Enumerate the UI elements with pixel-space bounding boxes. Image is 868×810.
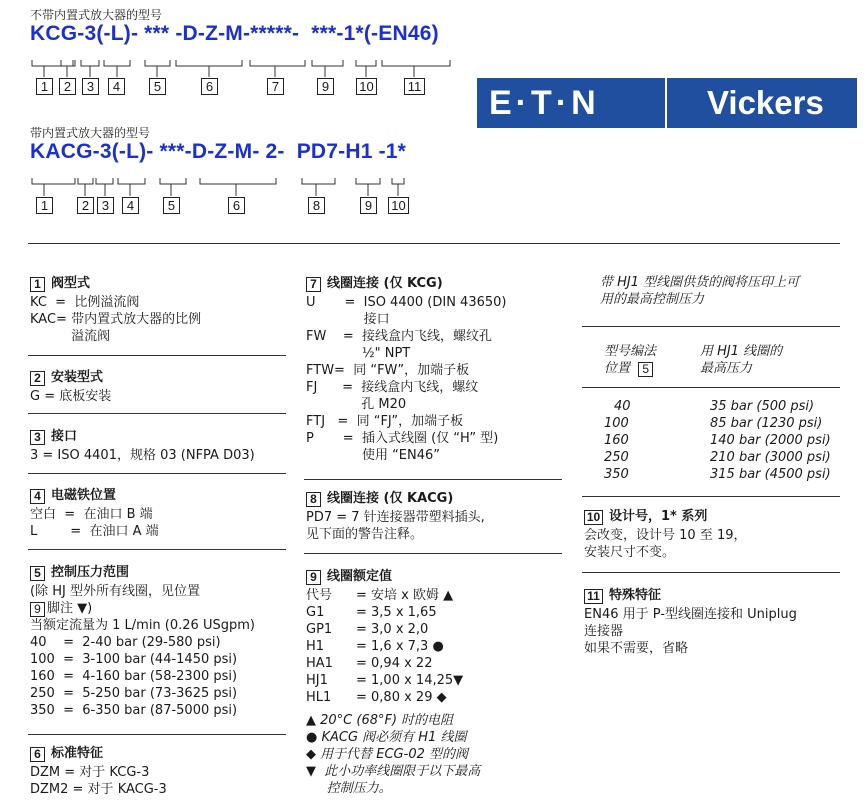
section-divider — [582, 326, 840, 327]
eaton-vickers-logo — [477, 78, 857, 128]
code-key: 250 = — [30, 686, 83, 701]
coil-code: 代号 — [306, 588, 333, 603]
position-box-10: 10 — [388, 197, 409, 214]
table-cell: 160 — [604, 433, 629, 448]
code-key: 100 = — [30, 652, 83, 667]
coil-rating: = 3,5 x 1,65 — [356, 605, 437, 620]
code-key: KAC= — [30, 312, 72, 327]
footnote: ▲ 20°C (68°F) 时的电阻 — [306, 713, 454, 728]
code-key: P = — [306, 431, 362, 446]
table-cell: 210 bar (3000 psi) — [710, 450, 831, 465]
coil-code: GP1 — [306, 622, 333, 637]
position-box-6: 6 — [201, 78, 218, 95]
code-desc: 接线盒内飞线，螺纹孔 — [362, 329, 493, 344]
intro-line: 用的最高控制压力 — [600, 292, 705, 307]
code-key: FJ = — [306, 380, 362, 395]
coil-code: HL1 — [306, 690, 332, 705]
section-title: 标准特征 — [51, 746, 104, 761]
code-key: FW = — [306, 329, 363, 344]
design-desc: 安装尺寸不变。 — [584, 545, 676, 560]
section-title: 特殊特征 — [609, 588, 662, 603]
code-key: 40 = — [30, 635, 83, 650]
vickers-wordmark: Vickers — [707, 84, 824, 121]
code-key: FTW= — [306, 363, 354, 378]
section-design-number — [584, 508, 844, 561]
section-divider — [28, 413, 286, 414]
code-key: L = — [30, 524, 90, 539]
table-row — [604, 432, 831, 449]
eaton-wordmark: E·T·N — [489, 84, 600, 122]
table-cell: 40 — [614, 399, 631, 414]
section-divider — [304, 479, 562, 480]
section-pressure-range — [30, 564, 290, 719]
table-row — [604, 449, 831, 466]
position-box-10: 10 — [356, 78, 377, 95]
code-desc-cont: 溢流阀 — [71, 329, 111, 344]
section-coil-connection-kcg — [306, 275, 566, 464]
section-number-box: 3 — [30, 430, 45, 445]
hj1-pressure-table — [604, 398, 831, 483]
section-number-box: 2 — [30, 371, 45, 386]
table-cell: 315 bar (4500 psi) — [710, 467, 831, 482]
code-key: KC = — [30, 295, 75, 310]
interface-desc: 3 = ISO 4401，规格 03 (NFPA D03) — [30, 448, 255, 463]
coil-rating: = 0,94 x 22 — [356, 656, 433, 671]
position-box-7: 7 — [267, 78, 284, 95]
pressure-note: 当额定流量为 1 L/min (0.26 USgpm) — [30, 618, 255, 633]
section-title: 线圈额定值 — [327, 569, 393, 584]
pressure-note: (除 HJ 型外所有线圈，见位置 — [30, 584, 200, 599]
section-interface — [30, 428, 280, 464]
code-desc: 同 “FJ”，加端子板 — [356, 414, 464, 429]
code-desc: ISO 4400 (DIN 43650) — [363, 295, 507, 310]
position-box-2: 2 — [59, 78, 76, 95]
section-number-box: 11 — [584, 589, 603, 604]
table-cell: 35 bar (500 psi) — [710, 399, 815, 414]
section-divider — [28, 734, 286, 735]
feature-desc: 如果不需要，省略 — [584, 641, 689, 656]
table-row — [604, 415, 831, 432]
code-desc: 3-100 bar (44-1450 psi) — [82, 652, 238, 667]
code-desc: 4-160 bar (58-2300 psi) — [82, 669, 238, 684]
table-header: 位置 — [604, 361, 631, 376]
footnote: ▼ 此小功率线圈限于以下最高 — [306, 764, 481, 779]
table-cell: 85 bar (1230 psi) — [710, 416, 823, 431]
connection-desc: 见下面的警告注释。 — [306, 527, 424, 542]
position-box-5: 5 — [149, 78, 166, 95]
position-box-4: 4 — [108, 78, 125, 95]
section-valve-type — [30, 275, 280, 345]
code-key: 160 = — [30, 669, 83, 684]
position-box-1: 1 — [36, 78, 53, 95]
coil-rating: = 0,80 x 29 ◆ — [356, 690, 447, 705]
intro-line: 带 HJ1 型线圈供货的阀将压印上可 — [600, 275, 800, 290]
connection-desc: PD7 = 7 针连接器带塑料插头, — [306, 510, 485, 525]
footnote: 控制压力。 — [306, 781, 392, 796]
section-number-box: 6 — [30, 747, 45, 762]
feature-line: DZM2 = 对于 KACG-3 — [30, 782, 167, 797]
code-desc: 6-350 bar (87-5000 psi) — [82, 703, 238, 718]
code-desc: 比例溢流阀 — [74, 295, 140, 310]
main-divider — [28, 243, 840, 244]
section-special-features — [584, 587, 854, 657]
caption-model-with-amplifier: 带内置式放大器的型号 — [30, 126, 151, 140]
logo-divider — [665, 78, 667, 128]
code-desc: 带内置式放大器的比例 — [71, 312, 202, 327]
table-divider — [582, 387, 840, 388]
section-divider — [28, 549, 286, 550]
code-desc: 插入式线圈 (仅 “H” 型) — [361, 431, 499, 446]
code-key: 350 = — [30, 703, 83, 718]
coil-rating: = 3,0 x 2,0 — [356, 622, 429, 637]
position-box-8: 8 — [308, 197, 325, 214]
section-title: 接口 — [51, 429, 78, 444]
table-cell: 350 — [604, 467, 629, 482]
footnote: ◆ 用于代替 ECG-02 型的阀 — [306, 747, 468, 762]
position-box-2: 2 — [77, 197, 94, 214]
position-box-3: 3 — [97, 197, 114, 214]
table-header: 型号编法 — [604, 344, 657, 359]
section-divider — [304, 553, 562, 554]
section-divider — [28, 473, 286, 474]
section-title: 设计号，1* 系列 — [609, 509, 708, 524]
section-number-box: 5 — [30, 566, 45, 581]
coil-rating: = 安培 x 欧姆 ▲ — [356, 588, 454, 603]
code-desc-cont: 使用 “EN46” — [361, 448, 441, 463]
coil-code: H1 — [306, 639, 325, 654]
section-title: 线圈连接 (仅 KACG) — [327, 491, 454, 506]
position-box-4: 4 — [122, 197, 139, 214]
code-desc-cont: ½" NPT — [362, 346, 411, 361]
hj1-table-header — [604, 343, 844, 377]
mounting-desc: G = 底板安装 — [30, 389, 112, 404]
position-box-6: 6 — [228, 197, 245, 214]
section-title: 线圈连接 (仅 KCG) — [327, 276, 443, 291]
section-title: 电磁铁位置 — [51, 488, 117, 503]
pressure-note: 脚注 ▼) — [47, 601, 93, 616]
section-number-box: 9 — [306, 570, 321, 585]
section-divider — [582, 572, 840, 573]
code-key: FTJ = — [306, 414, 357, 429]
caption-model-without-amplifier: 不带内置式放大器的型号 — [30, 8, 163, 22]
table-cell: 140 bar (2000 psi) — [710, 433, 831, 448]
section-title: 阀型式 — [51, 276, 91, 291]
coil-rating: = 1,6 x 7,3 ● — [356, 639, 444, 654]
position-box-3: 3 — [82, 78, 99, 95]
position-box-11: 11 — [404, 78, 425, 95]
code-desc: 5-250 bar (73-3625 psi) — [82, 686, 238, 701]
code-desc-cont: 孔 M20 — [361, 397, 407, 412]
hj1-intro — [600, 274, 850, 308]
section-number-box: 1 — [30, 277, 45, 292]
feature-desc: 连接器 — [584, 624, 624, 639]
section-number-box: 4 — [30, 489, 45, 504]
feature-line: DZM = 对于 KCG-3 — [30, 765, 150, 780]
coil-rating: = 1,00 x 14,25▼ — [356, 673, 464, 688]
model-code-kcg: KCG-3(-L)- *** -D-Z-M-*****- ***-1*(-EN46) — [30, 22, 439, 45]
position-box-9: 9 — [360, 197, 377, 214]
code-desc: 在油口 B 端 — [83, 507, 153, 522]
code-desc-cont: 接口 — [363, 312, 390, 327]
position-ref-box: 5 — [638, 362, 653, 377]
coil-code: G1 — [306, 605, 325, 620]
table-cell: 250 — [604, 450, 629, 465]
position-box-5: 5 — [163, 197, 180, 214]
section-divider — [582, 496, 840, 497]
table-cell: 100 — [604, 416, 629, 431]
coil-code: HA1 — [306, 656, 333, 671]
position-box-1: 1 — [36, 197, 53, 214]
section-divider — [28, 355, 286, 356]
coil-code: HJ1 — [306, 673, 328, 688]
code-desc: 2-40 bar (29-580 psi) — [82, 635, 221, 650]
code-desc: 在油口 A 端 — [89, 524, 159, 539]
section-number-box: 10 — [584, 510, 603, 525]
table-row — [604, 398, 831, 415]
table-row — [604, 466, 831, 483]
section-standard-features — [30, 745, 280, 798]
section-mounting-type — [30, 369, 280, 405]
code-key: 空白 = — [30, 507, 84, 522]
code-desc: 接线盒内飞线，螺纹 — [361, 380, 479, 395]
code-desc: 同 “FW”，加端子板 — [353, 363, 470, 378]
position-box-9: 9 — [317, 78, 334, 95]
section-solenoid-position — [30, 487, 280, 540]
feature-desc: EN46 用于 P-型线圈连接和 Uniplug — [584, 607, 797, 622]
table-header: 用 HJ1 线圈的 — [700, 344, 783, 359]
section-coil-connection-kacg — [306, 490, 566, 543]
table-header: 最高压力 — [700, 361, 753, 376]
section-title: 安装型式 — [51, 370, 104, 385]
section-number-box: 7 — [306, 277, 321, 292]
section-coil-rating — [306, 568, 566, 797]
section-number-box: 8 — [306, 492, 321, 507]
section-title: 控制压力范围 — [51, 565, 130, 580]
footnote: ● KACG 阀必须有 H1 线圈 — [306, 730, 467, 745]
code-key: U = — [306, 295, 364, 310]
design-desc: 会改变，设计号 10 至 19， — [584, 528, 747, 543]
model-code-kacg: KACG-3(-L)- ***-D-Z-M- 2- PD7-H1 -1* — [30, 140, 407, 163]
position-ref-box: 9 — [30, 602, 45, 617]
